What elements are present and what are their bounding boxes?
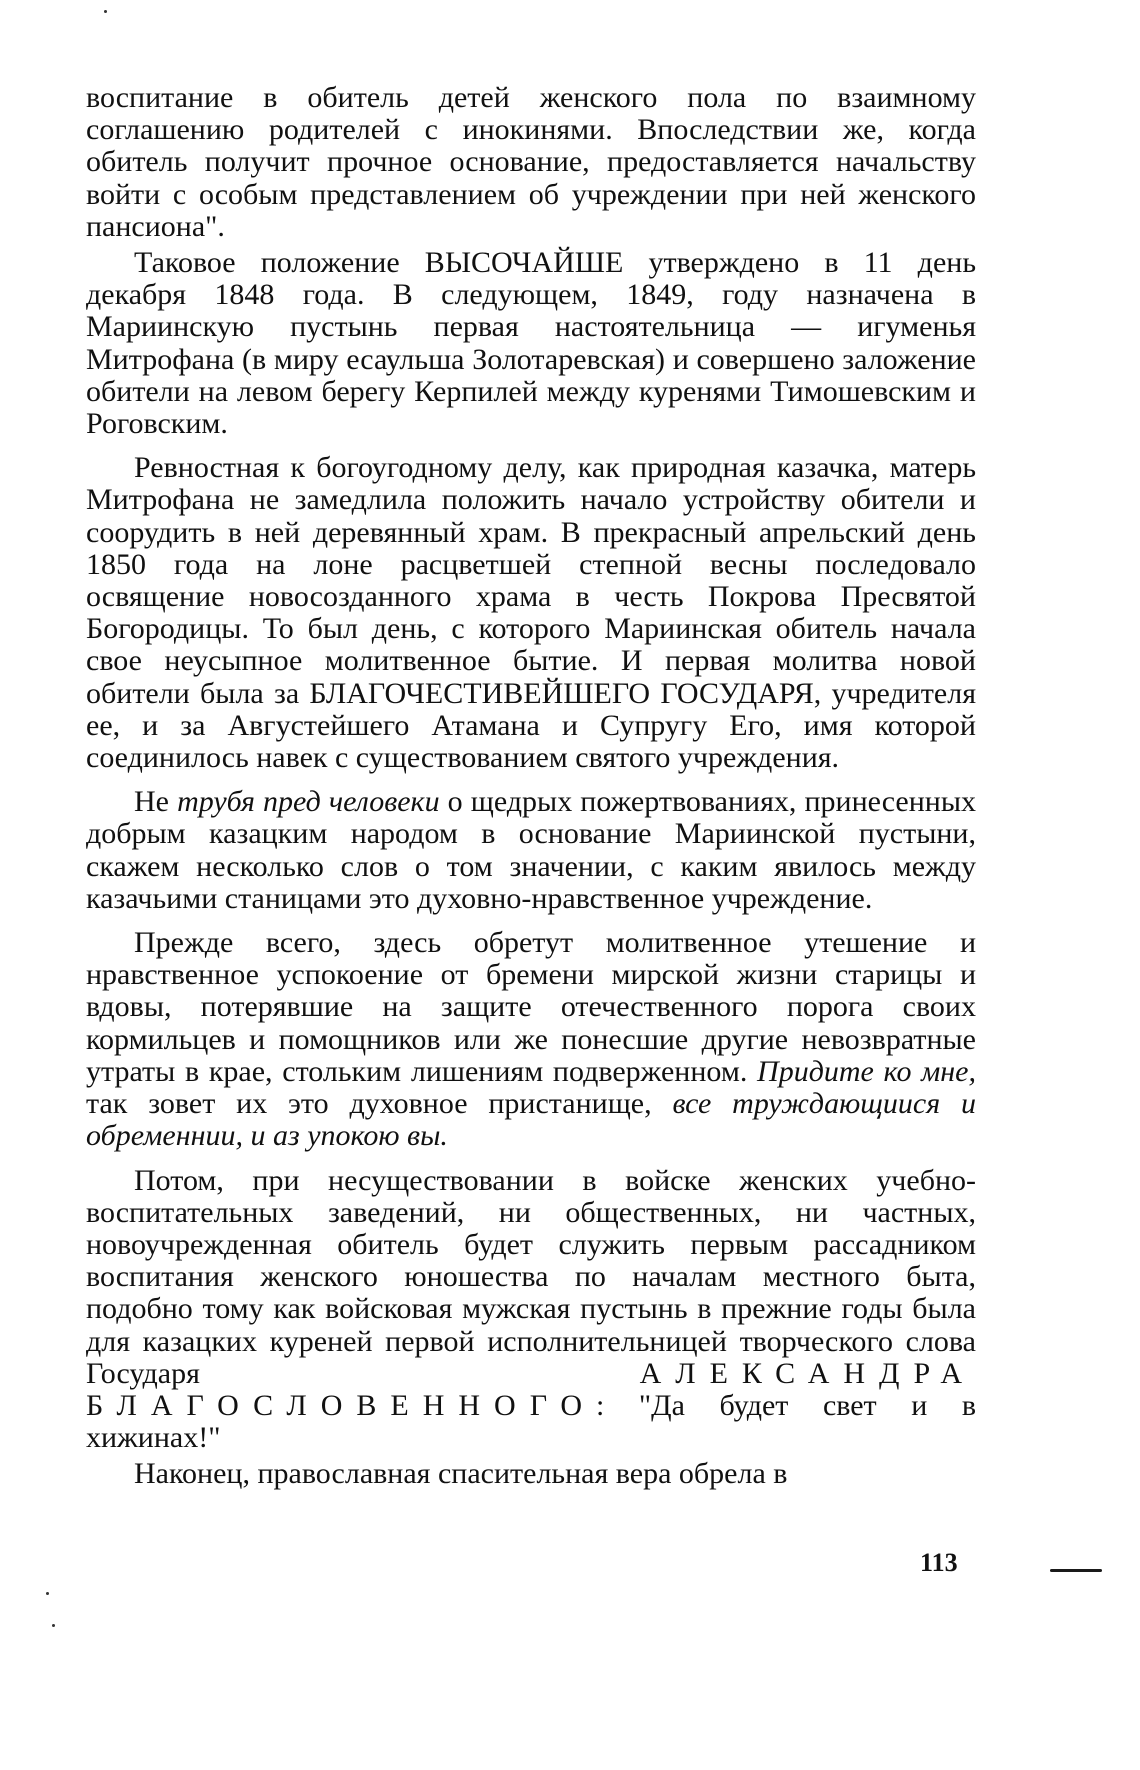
text-run: Не — [134, 785, 178, 819]
text-run: о щедрых пожертвованиях, принесенных добрым казацким народом в основание Мариинской пустыни, скажем несколько слов о том значении, с каким явилось между казачьими станицами это духовно-нравственное учреждение. — [86, 785, 976, 915]
spaced-name: АЛЕКСАНДРА БЛАГОСЛОВЕННОГО — [86, 1356, 976, 1422]
italic-phrase: трубя пред человеки — [177, 785, 440, 819]
text-run: так зовет их это духовное пристанище, — [86, 1087, 673, 1121]
body-text — [86, 82, 976, 1491]
text-run: Наконец, православная спасительная вера обрела в — [134, 1457, 788, 1491]
text-run: : "Да будет свет и в хижинах!" — [86, 1388, 976, 1455]
paragraph — [86, 786, 976, 915]
paragraph — [86, 452, 976, 774]
text-run: Потом, при несуществовании в войске женских учебно-воспитательных заведений, ни общественных, ни частных, новоучрежденная обитель будет служить первым рассадником воспитания женского юношества по началам местного быта, подобно тому как войсковая мужская пустынь в прежние годы была для казацких куреней первой исполнительницей творческого слова Государя — [86, 1163, 976, 1390]
page-number: 113 — [920, 1548, 958, 1577]
speck — [52, 1624, 55, 1627]
paragraph — [86, 1458, 976, 1490]
paragraph — [86, 82, 976, 243]
edge-mark — [1050, 1569, 1102, 1572]
paragraph — [86, 927, 976, 1152]
text-run: Таковое положение ВЫСОЧАЙШЕ утверждено в 11 день декабря 1848 года. В следующем, 1849, году назначена в Мариинскую пустынь первая настоятельница — игуменья Митрофана (в миру есаульша Золотаревская) и совершено заложение обители на левом берегу Керпилей между куренями Тимошевским и Роговским. — [86, 246, 976, 441]
text-run: Ревностная к богоугодному делу, как природная казачка, матерь Митрофана не замедлила положить начало устройству обители и соорудить в ней деревянный храм. В прекрасный апрельский день 1850 года на лоне расцветшей степной весны последовало освящение новосозданного храма в честь Покрова Пресвятой Богородицы. То был день, с которого Мариинская обитель начала свое неусыпное молитвенное бытие. И первая молитва новой обители была за БЛАГОЧЕСТИВЕЙШЕГО ГОСУДАРЯ, учредителя ее, и за Августейшего Атамана и Супругу Его, имя которой соединилось навек с существованием святого учреждения. — [86, 451, 976, 775]
italic-phrase: Придите ко мне, — [757, 1054, 976, 1088]
text-run: воспитание в обитель детей женского пола по взаимному соглашению родителей с инокинями. Впоследствии же, когда обитель получит прочное основание, предоставляется начальству войти с особым представлением об учреждении при ней женского пансиона". — [86, 81, 976, 243]
paragraph — [86, 247, 976, 440]
text-run: Прежде всего, здесь обретут молитвенное утешение и нравственное успокоение от бремени мирской жизни старицы и вдовы, потерявшие на защите отечественного порога своих кормильцев и помощников или же понесшие другие невозвратные утраты в крае, стольким лишениям подверженном. — [86, 926, 976, 1088]
paragraph — [86, 1165, 976, 1455]
speck — [46, 1592, 49, 1595]
speck — [104, 10, 107, 13]
italic-phrase: все труждающиися и обременнии, и аз упокою вы. — [86, 1087, 976, 1153]
